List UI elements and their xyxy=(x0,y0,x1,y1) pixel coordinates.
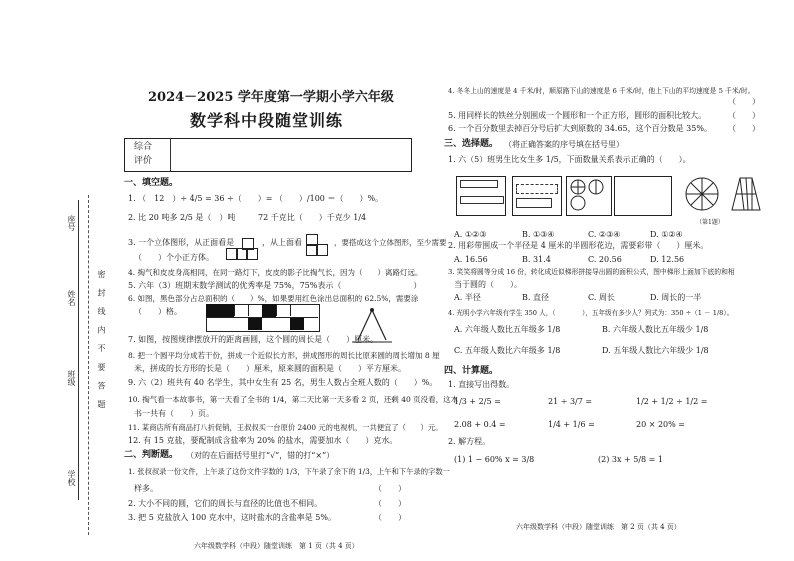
judge-q5-blank[interactable]: （ ） xyxy=(728,111,760,120)
seal-line xyxy=(88,195,89,535)
choice-q2-option-b[interactable]: B. 31.4 xyxy=(522,255,551,264)
judge-q4: 4. 冬冬上山的速度是 4 千米/时，顺原路下山的速度是 6 千米/时，他上下山的平均速度是 5 千米/时。 xyxy=(448,87,755,95)
choice-q1-option-d[interactable]: D. ①②④ xyxy=(650,230,683,239)
fill-q9: 9. 六（2）班共有 40 名学生，其中女生有 25 名，男生人数占全班人数的（ ）%。 xyxy=(128,378,438,387)
choice-q4-option-d[interactable]: D. 五年级人数比六年级少 1/8 xyxy=(602,346,709,355)
choice-q2-option-a[interactable]: A. 16.56 xyxy=(454,255,488,264)
footer-page-2: 六年级数学科（中段）随堂训练 第 2 页（共 4 页） xyxy=(516,523,681,531)
calc-sub1: 1. 直接写出得数。 xyxy=(448,380,515,389)
calc-r2-c1: 2.08 + 0.4 = xyxy=(454,420,506,429)
judge-q3: 3. 把 5 克盐放入 100 克水中，这时盐水的含盐率是 5%。 xyxy=(128,513,336,522)
school-label: 学校 xyxy=(67,470,76,486)
calc-r1-c1: 1/3 + 2/5 = xyxy=(454,397,501,406)
choice-q4-option-a[interactable]: A. 六年级人数比五年级多 1/8 xyxy=(454,325,561,334)
page-2 xyxy=(438,0,794,561)
choice-q2-option-d[interactable]: D. 12.56 xyxy=(650,255,685,264)
judge-q2-blank[interactable]: （ ） xyxy=(374,499,406,508)
choice-q1: 1. 六（5）班男生比女生多 1/5，下面数量关系表示正确的（ ）。 xyxy=(448,155,691,164)
calc-r2-c2: 1/4 + 1/6 = xyxy=(548,420,595,429)
choice-q3-option-c[interactable]: C. 周长 xyxy=(588,293,615,302)
choice-q3-option-a[interactable]: A. 半径 xyxy=(454,293,481,302)
pie-pair xyxy=(568,178,608,212)
fill-q2b: 72 千克比（ ）千克少 1/4 xyxy=(258,213,367,222)
fill-q3d: （ ）个小正方体。 xyxy=(134,253,214,262)
evaluation-label-1: 综合 xyxy=(134,142,153,152)
choice-q3b: 当于圆的（ ）。 xyxy=(454,280,522,289)
equation-2: (2) 3x + 5/8 = 1 xyxy=(598,455,664,464)
calc-sub2: 2. 解方程。 xyxy=(448,437,491,446)
choice-q2: 2. 用彩带围成一个半径是 4 厘米的半圆形花边，需要彩带（ ）厘米。 xyxy=(448,241,709,250)
fill-q8a: 8. 把一个圆平均分成若干份，拼成一个近似长方形，拼成图形的周长比原来圆的周长增加 8 厘 xyxy=(128,351,440,360)
exam-year-title: 2024－2025 学年度第一学期小学六年级 xyxy=(148,90,394,105)
choice-q3-option-b[interactable]: B. 直径 xyxy=(522,293,549,302)
calc-r1-c3: 1/2 + 1/2 ÷ 1/2 = xyxy=(636,397,708,406)
fill-section-title: 一、填空题。 xyxy=(124,178,179,188)
judge-q6-blank[interactable]: （ ） xyxy=(728,124,760,133)
choice-section-note: （将正确答案的序号填在括号里） xyxy=(504,140,624,149)
fill-q10a: 10. 掏气看一本故事书，第一天看了全书的 1/4，第二天比第一天多看 2 页，还剩 40 页没看，这本 xyxy=(128,395,459,404)
fill-q3c: ，要搭成这个立体图形，至少需要 xyxy=(334,238,447,247)
name-label: 姓名 xyxy=(67,290,76,306)
seal-notice: 密 封 线 内 不 要 答 题 xyxy=(97,270,106,412)
calc-r1-c2: 21 ÷ 3/7 = xyxy=(548,397,593,406)
fill-q6b: （ ）格。 xyxy=(134,307,182,316)
choice-q4-option-b[interactable]: B. 六年级人数比五年级少 1/8 xyxy=(602,325,709,334)
judge-section-title: 二、判断题。 xyxy=(124,450,179,460)
fill-q8b: 米，拼成的长方形的长是（ ）厘米，原来圆的面积是（ ）平方厘米。 xyxy=(134,364,406,373)
choice-q1-option-a[interactable]: A. ①②③ xyxy=(454,230,487,239)
fill-q2a: 2. 比 20 吨多 2/5 是（ ）吨 xyxy=(128,213,236,222)
fill-q10b: 书一共有（ ）页。 xyxy=(134,409,214,418)
evaluation-divider xyxy=(170,138,171,172)
fill-q12: 12. 有 15 克盐，要配制成含盐率为 20% 的盐水，需要加水（ ）克水。 xyxy=(128,436,398,445)
choice-section-title: 三、选择题。 xyxy=(444,139,499,149)
fill-q6a: 6. 如图，黑色部分占总面积的（ ）%，如果要用红色涂出总面积的 62.5%，需要涂 xyxy=(128,294,419,303)
calc-r2-c3: 20 × 20% = xyxy=(636,420,685,429)
evaluation-box xyxy=(124,138,412,172)
judge-q5: 5. 用同样长的铁丝分别围成一个圆形和一个正方形，圆形的面积比较大。 xyxy=(448,111,707,120)
choice-q4: 4. 光明小学六年级有学生 350 人，（ ），五年级有多少人？列式为：350 ÷（1 － 1/8）。 xyxy=(448,309,734,317)
choice-q4-option-c[interactable]: C. 五年级人数比六年级多 1/8 xyxy=(454,346,561,355)
judge-q1-blank[interactable]: （ ） xyxy=(374,484,406,493)
choice-q3-option-d[interactable]: D. 周长的一半 xyxy=(650,293,702,302)
choice-q1-option-c[interactable]: C. ②③④ xyxy=(588,230,621,239)
judge-q2: 2. 大小不同的圆，它们的周长与直径的比值也不相同。 xyxy=(128,499,323,508)
judge-q3-blank[interactable]: （ ） xyxy=(374,513,406,522)
fill-q3a: 3. 一个立体图形，从正面看是 xyxy=(128,238,235,247)
choice-q3a: 3. 笑笑将圆等分成 16 份，转化成近似梯形拼接导出圆的面积公式，图中梯形上面加下底的和相 xyxy=(448,268,735,276)
exam-subtitle: 数学科中段随堂训练 xyxy=(190,111,344,130)
judge-q1b: 样多。 xyxy=(134,484,158,493)
choice-q1-figure-label: （第1题） xyxy=(696,219,724,226)
footer-page-1: 六年级数学科（中段）随堂训练 第 1 页（共 4 页） xyxy=(194,542,359,550)
fill-q11: 11. 某商店所有商品打八折促销，王叔叔买一台原价 2400 元的电视机，一共便宜了（ ）元。 xyxy=(128,423,443,432)
fill-q3b: ，从上面看 xyxy=(262,238,302,247)
judge-q1a: 1. 张叔叔录一份文件，上午录了这份文件字数的 1/3，下午录了余下的 1/3，上午和下午录的字数一 xyxy=(128,467,450,476)
class-label: 班级 xyxy=(67,370,76,386)
judge-section-note: （对的在后面括号里打“√”，错的打“×”） xyxy=(186,451,335,460)
judge-q4-blank[interactable]: （ ） xyxy=(728,97,760,106)
choice-q2-option-c[interactable]: C. 20.56 xyxy=(588,255,622,264)
evaluation-label-2: 评价 xyxy=(134,156,153,166)
circle-to-trapezoid-figure xyxy=(684,174,764,218)
binding-fill-line xyxy=(78,200,79,500)
judge-q6: 6. 一个百分数里去掉百分号后扩大到原数的 34.65，这个百分数是 35%。 xyxy=(448,124,712,133)
seat-label: 座号 xyxy=(67,215,76,231)
fill-q5: 5. 六年（3）班期末数学测试的优秀率是 75%，75%表示（ ） xyxy=(128,281,422,290)
equation-1: (1) 1 − 60% x = 3/8 xyxy=(454,455,535,464)
fill-q1: 1. （ 12 ）÷ 4/5 = 36 ÷（ ）= （ ）/100 ＝（ ）%。 xyxy=(128,194,384,203)
calc-section-title: 四、计算题。 xyxy=(444,366,499,376)
fill-q7: 7. 如图，按图规律摆放开的距离画圆，这个圆的周长是（ ）厘米。 xyxy=(128,335,379,344)
fill-q4: 4. 掏气和皮皮身高相同，在同一路灯下，皮皮的影子比掏气长，因为（ ）离路灯远。 xyxy=(128,268,423,277)
choice-q1-option-b[interactable]: B. ①③④ xyxy=(522,230,555,239)
